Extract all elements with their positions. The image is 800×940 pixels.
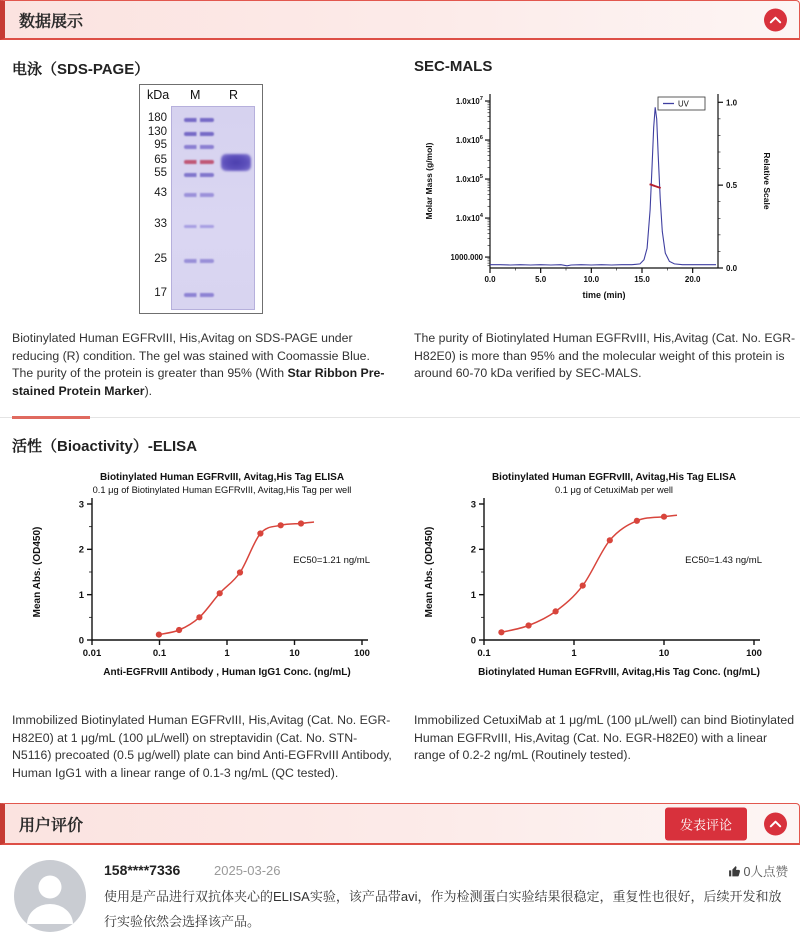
gel-area <box>171 106 255 310</box>
elisa-chart-cetuximab <box>418 468 782 690</box>
chevron-up-icon <box>764 19 787 34</box>
svg-text:Relative Scale: Relative Scale <box>762 152 772 210</box>
gel-marker-labels <box>140 106 169 310</box>
gel-sample-band <box>221 154 251 171</box>
gel-marker-label: 130 <box>147 125 167 138</box>
sec-mals-chart <box>420 82 792 324</box>
svg-text:10: 10 <box>658 648 670 659</box>
svg-text:0.5: 0.5 <box>726 181 738 191</box>
gel-marker-band <box>184 225 214 229</box>
svg-text:0.1: 0.1 <box>152 648 167 659</box>
elisa-caption-left: Immobilized Biotinylated Human EGFRvIII, His,Avitag (Cat. No. EGR-H82E0) at 1 μg/mL (100 μL/well) on streptavidin (Cat. No. STN-N5116) precoated (0.5 μg/well) plate can bind Anti-EGFRvIII Antibody, Human IgG1 with a linear range of 0.1-3 ng/mL (QC tested). <box>12 713 392 780</box>
collapse-section-button[interactable] <box>764 8 787 31</box>
svg-text:5.0: 5.0 <box>535 275 547 284</box>
section-header-reviews <box>0 803 800 845</box>
svg-text:UV: UV <box>678 99 689 109</box>
svg-text:100: 100 <box>746 648 762 659</box>
svg-text:1: 1 <box>224 648 230 659</box>
sds-caption-text: Biotinylated Human EGFRvIII, His,Avitag on SDS-PAGE under reducing (R) condition. The gel was stained with Coomassie Blue. The purity of the protein is greater than 95% (With <box>12 331 370 380</box>
svg-text:1: 1 <box>470 589 476 601</box>
svg-text:3: 3 <box>470 499 476 511</box>
section-header-data-display <box>0 0 800 40</box>
svg-text:15.0: 15.0 <box>634 275 650 284</box>
gel-unit-label: kDa <box>147 88 170 102</box>
gel-marker-band <box>184 259 214 263</box>
review-date: 2025-03-26 <box>214 863 281 878</box>
svg-text:20.0: 20.0 <box>684 275 701 284</box>
svg-text:1.0x106: $1.0x10^6$ <box>455 135 483 146</box>
gel-marker-label: 65 <box>154 154 167 167</box>
svg-text:1: 1 <box>571 648 577 659</box>
svg-text:0.01: 0.01 <box>82 648 102 659</box>
svg-text:Biotinylated Human EGFRvIII, A: Biotinylated Human EGFRvIII, Avitag,His Tag ELISA <box>99 472 345 483</box>
svg-text:10.0: 10.0 <box>583 275 600 284</box>
svg-text:0.0: 0.0 <box>484 275 496 284</box>
svg-text:1.0: 1.0 <box>726 98 738 108</box>
gel-lane-r-label: R <box>229 88 239 102</box>
sds-page-caption <box>12 330 394 400</box>
section-title-data-display: 数据展示 <box>19 13 84 30</box>
bioactivity-heading: 活性（Bioactivity）-ELISA <box>12 438 198 455</box>
svg-text:1.0x107: $1.0x10^7$ <box>455 96 483 107</box>
svg-text:1: 1 <box>78 589 84 601</box>
svg-text:time (min): time (min) <box>582 290 626 300</box>
svg-text:0: 0 <box>78 635 84 647</box>
chevron-up-icon <box>764 823 787 838</box>
divider-accent <box>12 416 90 419</box>
gel-marker-band <box>184 193 214 197</box>
gel-marker-label: 25 <box>154 253 167 265</box>
gel-marker-band <box>184 160 214 164</box>
svg-text:100: 100 <box>354 648 370 659</box>
gel-lane-m-label: M <box>190 88 201 102</box>
elisa-caption-right: Immobilized CetuxiMab at 1 μg/mL (100 μL/well) can bind Biotinylated Human EGFRvIII, His,Avitag (Cat. No. EGR-H82E0) with a linear range of 0.2-2 ng/mL (Routinely tested). <box>414 713 795 762</box>
svg-text:0.1 μg of Biotinylated Human E: 0.1 μg of Biotinylated Human EGFRvIII, Avitag,His Tag per well <box>92 485 352 495</box>
review-likes[interactable] <box>728 862 788 880</box>
sds-page-gel-image <box>139 84 263 314</box>
gel-marker-band <box>184 145 214 149</box>
svg-text:0.1 μg of CetuxiMab per well: 0.1 μg of CetuxiMab per well <box>554 485 674 495</box>
gel-marker-band <box>184 293 214 297</box>
svg-text:10: 10 <box>289 648 300 659</box>
svg-text:Anti-EGFRvIII Antibody , Human: Anti-EGFRvIII Antibody , Human IgG1 Conc. (ng/mL) <box>103 667 351 678</box>
gel-marker-band <box>184 132 214 136</box>
sds-page-heading: 电泳（SDS-PAGE） <box>12 61 150 78</box>
review-text: 使用是产品进行双抗体夹心的ELISA实验，该产品带avi，作为检测蛋白实验结果很稳定，重复性也很好，后续开发和放行实验依然会选择该产品。 <box>104 889 782 929</box>
gel-marker-band <box>184 118 214 122</box>
likes-count: 0人点赞 <box>743 865 788 879</box>
gel-marker-label: 17 <box>154 286 167 299</box>
svg-text:Biotinylated Human EGFRvIII, A: Biotinylated Human EGFRvIII, Avitag,His Tag Conc. (ng/mL) <box>478 667 760 678</box>
svg-text:Biotinylated Human EGFRvIII, A: Biotinylated Human EGFRvIII, Avitag,His Tag ELISA <box>491 472 737 483</box>
gel-marker-label: 55 <box>154 167 167 180</box>
svg-text:Molar Mass (g/mol): Molar Mass (g/mol) <box>424 142 434 220</box>
svg-text:EC50=1.43 ng/mL: EC50=1.43 ng/mL <box>685 554 762 566</box>
svg-text:0.0: 0.0 <box>726 264 738 273</box>
gel-marker-label: 95 <box>154 139 167 151</box>
gel-marker-label: 33 <box>154 218 167 231</box>
gel-marker-label: 180 <box>147 112 167 125</box>
section-divider <box>0 417 800 418</box>
svg-text:Mean Abs. (OD450): Mean Abs. (OD450) <box>32 526 43 618</box>
svg-text:2: 2 <box>78 544 84 556</box>
elisa-chart-antibody <box>26 468 390 690</box>
sec-mals-caption: The purity of Biotinylated Human EGFRvIII, His,Avitag (Cat. No. EGR-H82E0) is more than 95% and the molecular weight of this protein is around 60-70 kDa verified by SEC-MALS. <box>414 331 796 380</box>
gel-marker-label: 43 <box>154 186 167 199</box>
user-icon <box>14 860 86 932</box>
svg-text:Mean Abs. (OD450): Mean Abs. (OD450) <box>424 526 435 618</box>
svg-text:0.1: 0.1 <box>477 648 491 659</box>
thumbs-up-icon <box>728 865 744 879</box>
svg-text:EC50=1.21 ng/mL: EC50=1.21 ng/mL <box>293 554 370 566</box>
post-review-button[interactable]: 发表评论 <box>665 807 747 840</box>
svg-text:1000.000: 1000.000 <box>450 253 483 263</box>
avatar <box>14 860 86 932</box>
svg-text:1.0x104: $1.0x10^4$ <box>455 213 483 224</box>
section-title-reviews: 用户评价 <box>19 817 84 834</box>
sec-mals-heading: SEC-MALS <box>414 58 493 75</box>
gel-marker-band <box>184 173 214 177</box>
svg-text:3: 3 <box>78 499 84 511</box>
svg-text:1.0x105: $1.0x10^5$ <box>455 174 483 185</box>
collapse-reviews-button[interactable] <box>764 812 787 835</box>
svg-text:0: 0 <box>470 635 476 647</box>
svg-text:2: 2 <box>470 544 476 556</box>
review-username: 158****7336 <box>104 862 181 878</box>
protein-marker-link[interactable]: Star Ribbon Pre-stained Protein Marker <box>12 366 385 398</box>
sds-caption-tail: ). <box>144 383 153 398</box>
